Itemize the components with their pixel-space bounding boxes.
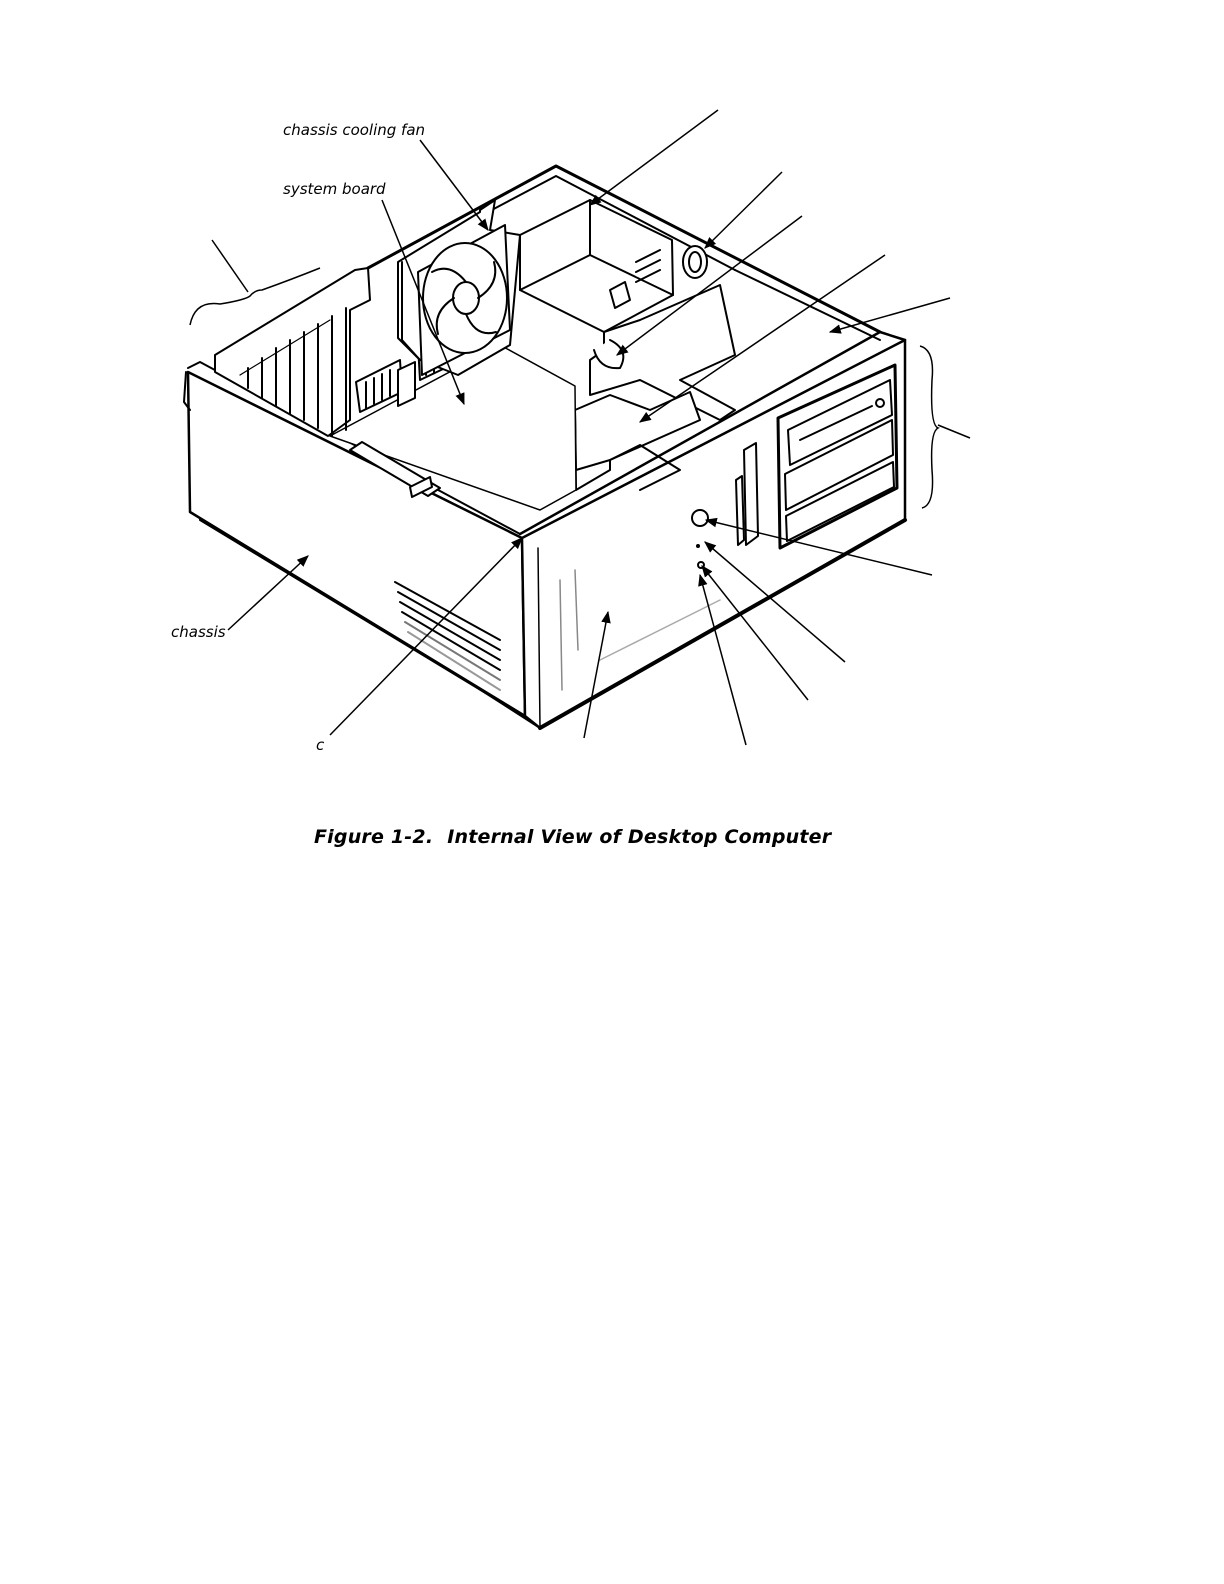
label-c: c <box>316 736 325 754</box>
label-system-board: system board <box>283 180 386 198</box>
figure-caption <box>314 826 831 848</box>
label-chassis-cooling-fan: chassis cooling fan <box>283 121 426 139</box>
leader-power-supply <box>590 110 718 205</box>
front-bezel <box>520 332 905 728</box>
figure-number: Figure 1-2. <box>314 826 434 848</box>
leader-fan-connector <box>705 172 782 248</box>
cooling-fan <box>398 200 520 375</box>
leader-cooling-fan <box>420 140 488 230</box>
leader-chassis <box>228 556 308 630</box>
leader-expansion-cards <box>212 240 248 292</box>
label-chassis: chassis <box>171 623 226 641</box>
figure-title: Internal View of Desktop Computer <box>447 826 832 848</box>
brace-drive-bays <box>920 346 938 508</box>
leader-drive-bays <box>938 425 970 438</box>
